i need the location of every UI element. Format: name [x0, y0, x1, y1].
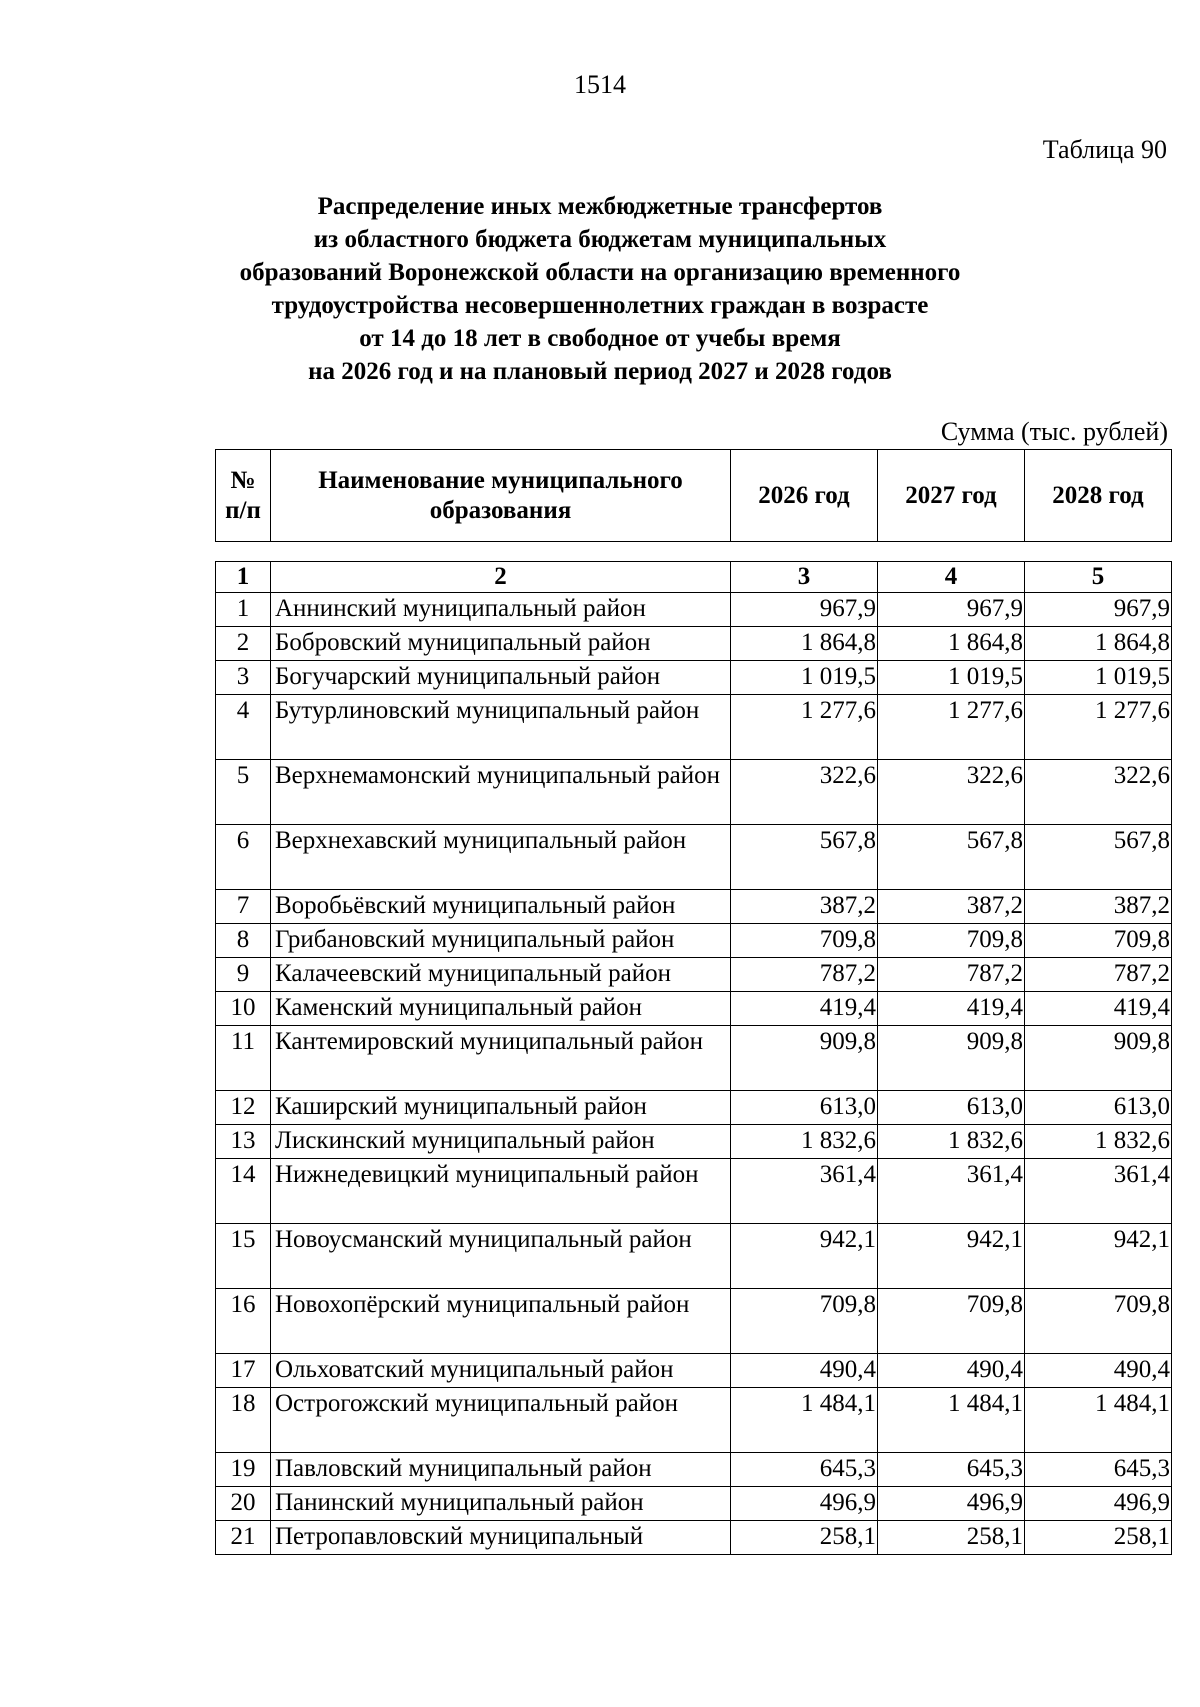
row-number: 21 [216, 1521, 271, 1555]
row-number: 4 [216, 695, 271, 760]
row-number: 7 [216, 890, 271, 924]
table-row [216, 924, 1172, 958]
amount-2028: 419,4 [1025, 992, 1172, 1026]
amount-2026: 387,2 [731, 890, 878, 924]
amount-2027: 709,8 [878, 1289, 1025, 1354]
table-row [216, 760, 1172, 825]
amount-2026: 1 019,5 [731, 661, 878, 695]
row-number: 6 [216, 825, 271, 890]
amount-2026: 258,1 [731, 1521, 878, 1555]
amount-2028: 1 019,5 [1025, 661, 1172, 695]
municipality-name: Каширский муниципальный район [271, 1091, 731, 1125]
title-line: от 14 до 18 лет в свободное от учебы время [359, 325, 841, 352]
amount-2026: 1 864,8 [731, 627, 878, 661]
amount-2026: 361,4 [731, 1159, 878, 1224]
amount-2028: 1 484,1 [1025, 1388, 1172, 1453]
amount-2027: 909,8 [878, 1026, 1025, 1091]
row-number: 12 [216, 1091, 271, 1125]
amount-2027: 1 864,8 [878, 627, 1025, 661]
amount-2027: 387,2 [878, 890, 1025, 924]
amount-2027: 490,4 [878, 1354, 1025, 1388]
amount-2027: 1 277,6 [878, 695, 1025, 760]
row-number: 13 [216, 1125, 271, 1159]
amount-2027: 967,9 [878, 593, 1025, 627]
amount-2026: 419,4 [731, 992, 878, 1026]
amount-2026: 787,2 [731, 958, 878, 992]
table-row [216, 661, 1172, 695]
table-row [216, 825, 1172, 890]
table-row [216, 1125, 1172, 1159]
table-row [216, 958, 1172, 992]
municipality-name: Лискинский муниципальный район [271, 1125, 731, 1159]
header-table [215, 449, 1172, 542]
amount-2028: 567,8 [1025, 825, 1172, 890]
amount-2028: 1 277,6 [1025, 695, 1172, 760]
amount-2028: 645,3 [1025, 1453, 1172, 1487]
municipality-name: Аннинский муниципальный район [271, 593, 731, 627]
amount-2026: 613,0 [731, 1091, 878, 1125]
amount-2028: 387,2 [1025, 890, 1172, 924]
amount-2026: 709,8 [731, 924, 878, 958]
data-table-body [216, 562, 1172, 1555]
header-name-line2: образования [429, 496, 572, 524]
title-line: Распределение иных межбюджетные трансфертов [317, 193, 883, 220]
amount-2028: 258,1 [1025, 1521, 1172, 1555]
amount-2028: 709,8 [1025, 924, 1172, 958]
amount-2027: 496,9 [878, 1487, 1025, 1521]
title-line: на 2026 год и на плановый период 2027 и 2028 годов [308, 358, 892, 385]
table-row [216, 1487, 1172, 1521]
column-index: 4 [878, 562, 1025, 593]
amount-2027: 1 832,6 [878, 1125, 1025, 1159]
row-number: 10 [216, 992, 271, 1026]
document-title [200, 190, 1000, 388]
title-line: из областного бюджета бюджетам муниципальных [313, 226, 887, 253]
units-label: Сумма (тыс. рублей) [940, 417, 1168, 446]
amount-2026: 1 277,6 [731, 695, 878, 760]
table-label: Таблица 90 [1042, 135, 1167, 164]
row-number: 16 [216, 1289, 271, 1354]
column-index: 5 [1025, 562, 1172, 593]
amount-2027: 567,8 [878, 825, 1025, 890]
table-row [216, 1159, 1172, 1224]
row-number: 9 [216, 958, 271, 992]
row-number: 2 [216, 627, 271, 661]
table-row [216, 593, 1172, 627]
municipality-name: Богучарский муниципальный район [271, 661, 731, 695]
amount-2026: 496,9 [731, 1487, 878, 1521]
header-number [216, 450, 271, 542]
amount-2027: 613,0 [878, 1091, 1025, 1125]
row-number: 14 [216, 1159, 271, 1224]
amount-2027: 1 019,5 [878, 661, 1025, 695]
row-number: 20 [216, 1487, 271, 1521]
municipality-name: Бобровский муниципальный район [271, 627, 731, 661]
municipality-name: Острогожский муниципальный район [271, 1388, 731, 1453]
title-line: трудоустройства несовершеннолетних граждан в возрасте [271, 292, 929, 319]
amount-2028: 361,4 [1025, 1159, 1172, 1224]
table-row [216, 627, 1172, 661]
amount-2028: 709,8 [1025, 1289, 1172, 1354]
header-name [271, 450, 731, 542]
amount-2028: 909,8 [1025, 1026, 1172, 1091]
table-row [216, 1521, 1172, 1555]
amount-2028: 490,4 [1025, 1354, 1172, 1388]
table-row [216, 1388, 1172, 1453]
municipality-name: Петропавловский муниципальный [271, 1521, 731, 1555]
amount-2027: 645,3 [878, 1453, 1025, 1487]
amount-2028: 1 832,6 [1025, 1125, 1172, 1159]
data-table [215, 561, 1172, 1555]
municipality-name: Павловский муниципальный район [271, 1453, 731, 1487]
amount-2028: 613,0 [1025, 1091, 1172, 1125]
amount-2026: 909,8 [731, 1026, 878, 1091]
amount-2027: 709,8 [878, 924, 1025, 958]
header-2026: 2026 год [731, 450, 878, 542]
header-name-line1: Наименование муниципального [318, 466, 683, 494]
amount-2026: 322,6 [731, 760, 878, 825]
row-number: 1 [216, 593, 271, 627]
amount-2027: 419,4 [878, 992, 1025, 1026]
amount-2028: 967,9 [1025, 593, 1172, 627]
municipality-name: Бутурлиновский муниципальный район [271, 695, 731, 760]
amount-2026: 942,1 [731, 1224, 878, 1289]
amount-2028: 787,2 [1025, 958, 1172, 992]
municipality-name: Воробьёвский муниципальный район [271, 890, 731, 924]
header-number-line2: п/п [225, 496, 261, 524]
amount-2027: 1 484,1 [878, 1388, 1025, 1453]
amount-2027: 258,1 [878, 1521, 1025, 1555]
amount-2026: 645,3 [731, 1453, 878, 1487]
table-row [216, 1289, 1172, 1354]
municipality-name: Калачеевский муниципальный район [271, 958, 731, 992]
amount-2028: 1 864,8 [1025, 627, 1172, 661]
header-2027: 2027 год [878, 450, 1025, 542]
column-index: 2 [271, 562, 731, 593]
amount-2028: 496,9 [1025, 1487, 1172, 1521]
page-number: 1514 [574, 70, 626, 99]
table-row [216, 695, 1172, 760]
table-row [216, 1453, 1172, 1487]
amount-2026: 1 484,1 [731, 1388, 878, 1453]
header-number-line1: № [230, 466, 256, 494]
row-number: 19 [216, 1453, 271, 1487]
table-row [216, 890, 1172, 924]
amount-2026: 567,8 [731, 825, 878, 890]
column-index: 3 [731, 562, 878, 593]
municipality-name: Верхнемамонский муниципальный район [271, 760, 731, 825]
row-number: 15 [216, 1224, 271, 1289]
amount-2027: 787,2 [878, 958, 1025, 992]
column-index: 1 [216, 562, 271, 593]
table-row [216, 1091, 1172, 1125]
row-number: 8 [216, 924, 271, 958]
table-row [216, 1224, 1172, 1289]
amount-2027: 361,4 [878, 1159, 1025, 1224]
amount-2026: 1 832,6 [731, 1125, 878, 1159]
table-row [216, 1026, 1172, 1091]
municipality-name: Верхнехавский муниципальный район [271, 825, 731, 890]
table-row [216, 1354, 1172, 1388]
amount-2026: 490,4 [731, 1354, 878, 1388]
amount-2027: 322,6 [878, 760, 1025, 825]
header-2028: 2028 год [1025, 450, 1172, 542]
municipality-name: Грибановский муниципальный район [271, 924, 731, 958]
amount-2026: 967,9 [731, 593, 878, 627]
amount-2028: 942,1 [1025, 1224, 1172, 1289]
municipality-name: Новоусманский муниципальный район [271, 1224, 731, 1289]
table-row [216, 992, 1172, 1026]
municipality-name: Каменский муниципальный район [271, 992, 731, 1026]
municipality-name: Панинский муниципальный район [271, 1487, 731, 1521]
amount-2028: 322,6 [1025, 760, 1172, 825]
municipality-name: Новохопёрский муниципальный район [271, 1289, 731, 1354]
row-number: 18 [216, 1388, 271, 1453]
row-number: 11 [216, 1026, 271, 1091]
municipality-name: Кантемировский муниципальный район [271, 1026, 731, 1091]
row-number: 3 [216, 661, 271, 695]
column-index-row [216, 562, 1172, 593]
header-row [216, 450, 1172, 542]
municipality-name: Ольховатский муниципальный район [271, 1354, 731, 1388]
amount-2027: 942,1 [878, 1224, 1025, 1289]
amount-2026: 709,8 [731, 1289, 878, 1354]
row-number: 5 [216, 760, 271, 825]
municipality-name: Нижнедевицкий муниципальный район [271, 1159, 731, 1224]
row-number: 17 [216, 1354, 271, 1388]
title-line: образований Воронежской области на организацию временного [239, 259, 961, 286]
